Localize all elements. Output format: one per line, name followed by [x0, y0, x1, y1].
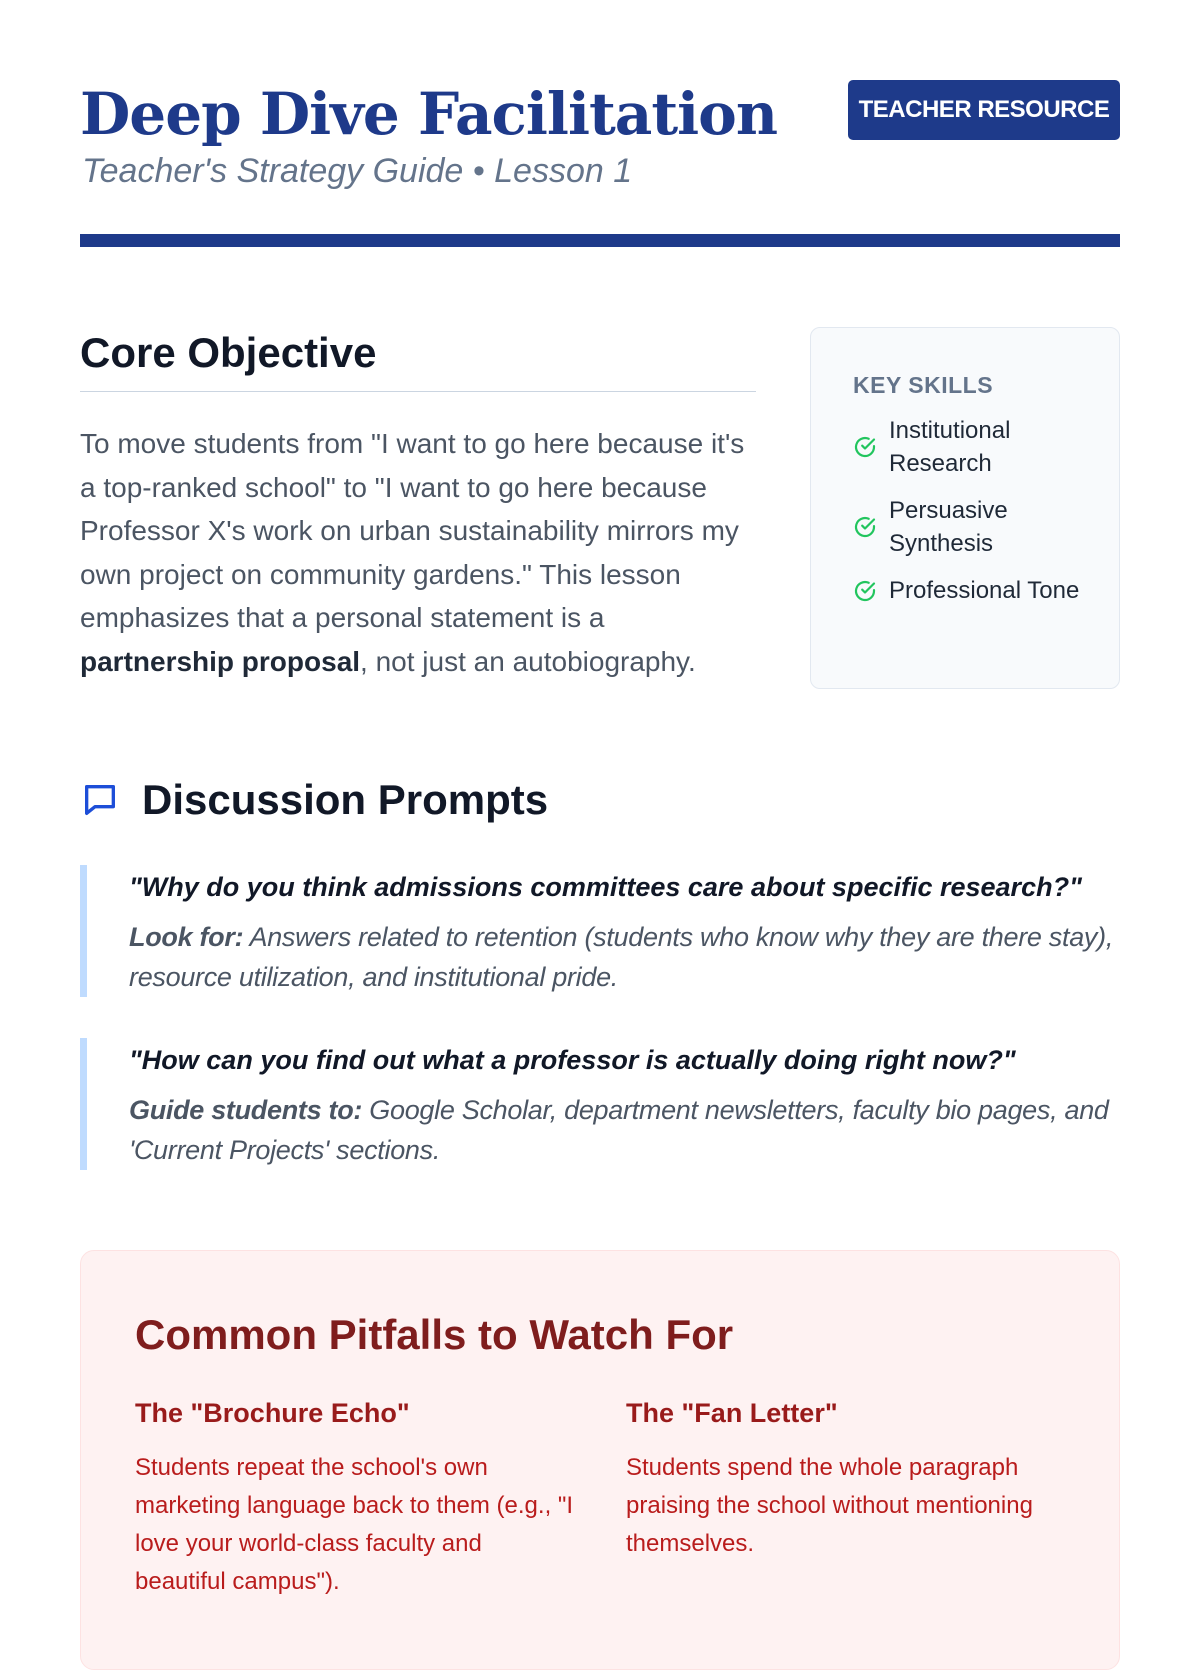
discussion-header [80, 770, 1120, 830]
pitfalls-card [80, 1250, 1120, 1670]
check-circle-icon [853, 515, 877, 539]
teacher-resource-badge: TEACHER RESOURCE [848, 80, 1120, 140]
core-objective-section [80, 325, 756, 683]
prompt-answer: Answers related to retention (students who know why they are there stay), resource utilization, and institutional pride. [129, 922, 1114, 992]
chat-bubble-icon [80, 780, 120, 820]
pitfall-item [135, 1393, 574, 1601]
skill-item [853, 414, 1083, 480]
pitfall-item [626, 1393, 1065, 1601]
prompt-answer: Google Scholar, department newsletters, faculty bio pages, and 'Current Projects' sections. [129, 1095, 1109, 1165]
header-divider [80, 234, 1120, 247]
discussion-prompt [80, 1038, 1120, 1170]
prompt-lead: Guide students to: [129, 1095, 363, 1125]
prompt-guidance [129, 1090, 1120, 1170]
skill-label: Institutional Research [889, 417, 1011, 477]
skill-item [853, 494, 1083, 560]
pitfall-title: The "Brochure Echo" [135, 1398, 410, 1428]
pitfalls-heading: Common Pitfalls to Watch For [135, 1311, 734, 1358]
objective-emphasis: partnership proposal [80, 645, 361, 677]
discussion-heading: Discussion Prompts [142, 776, 549, 823]
discussion-prompt [80, 865, 1120, 997]
prompt-question: "How can you find out what a professor is actually doing right now?" [129, 1045, 1016, 1075]
prompt-lead: Look for: [129, 922, 244, 952]
skill-label: Professional Tone [889, 577, 1080, 604]
pitfall-description: Students repeat the school's own marketing language back to them (e.g., "I love your world-class faculty and beautiful campus"). [135, 1454, 574, 1595]
prompt-guidance [129, 917, 1120, 997]
pitfall-title: The "Fan Letter" [626, 1398, 838, 1428]
core-objective-text [80, 422, 756, 683]
check-circle-icon [853, 435, 877, 459]
check-circle-icon [853, 579, 877, 603]
objective-text-end: , not just an autobiography. [360, 645, 696, 677]
skill-item [853, 574, 1083, 607]
page-header [80, 0, 1120, 250]
key-skills-card [810, 327, 1120, 689]
objective-text-start: To move students from "I want to go here because it's a top-ranked school" to "I want to go here because Professor X's work on urban sustainability mirrors my own project on community gardens." This lesson emphasizes that a personal statement is a [80, 428, 745, 633]
pitfalls-columns [135, 1393, 1065, 1601]
core-objective-heading: Core Objective [80, 325, 756, 392]
skill-label: Persuasive Synthesis [889, 497, 1008, 557]
page-subtitle: Teacher's Strategy Guide • Lesson 1 [82, 152, 633, 190]
prompt-question: "Why do you think admissions committees care about specific research?" [129, 872, 1082, 902]
pitfall-description: Students spend the whole paragraph praising the school without mentioning themselves. [626, 1454, 1033, 1557]
page-title: Deep Dive Facilitation [80, 80, 778, 148]
discussion-prompts-section [80, 770, 1120, 830]
key-skills-title: KEY SKILLS [853, 372, 994, 398]
